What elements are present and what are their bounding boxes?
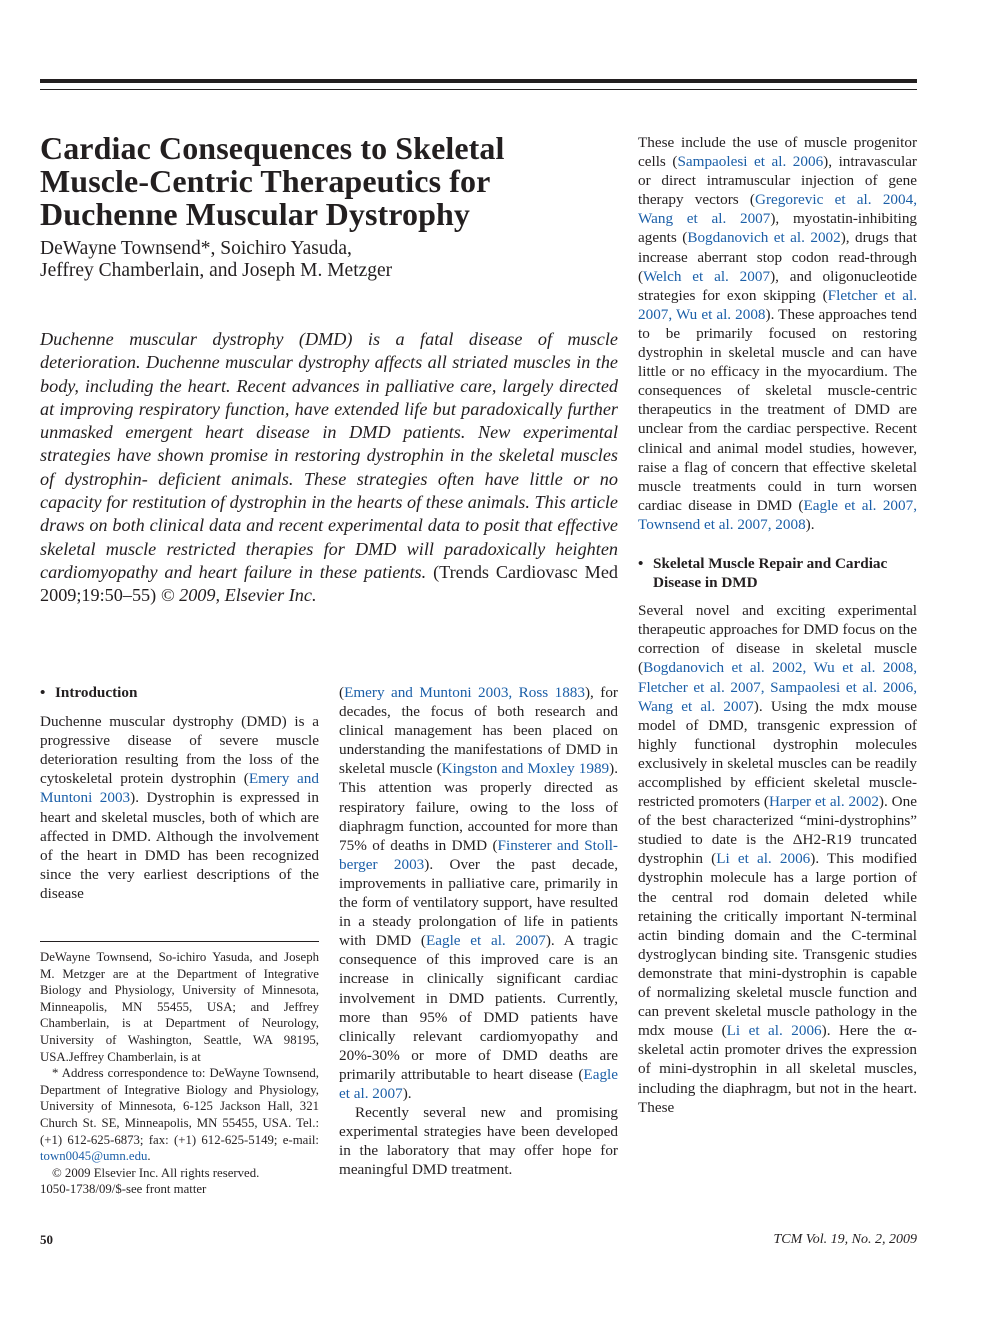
reference-link[interactable]: Fletcher et al. 2007, Wu et al. 2008 — [638, 286, 917, 323]
text-run: ). These approaches tend to be primarily focused on restoring dystrophin in skeletal muscle and can have little or no efficacy in the myocardium. The consequences of skeletal muscle-centric therapeutics in the treatment of DMD are unclear from the cardiac perspective. Recent clinical and animal model studies, however, raise a flag of concern that effective skeletal muscle treatments could in turn worsen cardiac disease in DMD ( — [638, 305, 917, 514]
body-paragraph — [339, 683, 618, 1103]
text-run: ). — [402, 1084, 412, 1102]
text-run: . — [147, 1149, 151, 1164]
reference-link[interactable]: Bogdanovich et al. 2002 — [687, 229, 841, 247]
reference-link[interactable]: Eagle et al. 2007, Townsend et al. 2007, 2008 — [638, 496, 917, 533]
text-run: * Address correspondence to: DeWayne Townsend, Department of Integrative Biology and Physiology, University of Minnesota, 6-125 Jackson Hall, 321 Church St. SE, Minneapolis, MN 55455, USA. Tel.: (+1) 612-625-6873; fax: (+1) 612-625-5149; e-mail: — [40, 1066, 319, 1147]
section-heading-introduction — [40, 683, 319, 702]
reference-link[interactable]: Bogdanovich et al. 2002, Wu et al. 2008, Fletcher et al. 2007, Sampaolesi et al. 2006, Wang et al. 2007 — [638, 659, 917, 715]
header-rule-thick — [40, 79, 917, 83]
journal-citation: TCM Vol. 19, No. 2, 2009 — [773, 1232, 917, 1247]
abstract-copyright: © 2009, Elsevier Inc. — [160, 585, 317, 606]
abstract — [40, 328, 618, 608]
text-run: ). This attention was properly directed as respiratory failure, owing to the loss of diaphragm function, accounted for more than 75% of deaths in DMD ( — [339, 760, 618, 854]
text-run: ). Over the past decade, improvements in palliative care, primarily in the form of ventilatory support, have resulted in a steady prolongation of life in patients with DMD ( — [339, 855, 619, 950]
text-run: ), for decades, the focus of both research and clinical management has been placed on understanding the manifestations of DMD in skeletal muscle ( — [339, 684, 618, 778]
section-heading-text: Skeletal Muscle Repair and Cardiac Disease in DMD — [653, 554, 888, 592]
text-run: Several novel and exciting experimental therapeutic approaches for DMD focus on the correction of disease in skeletal muscle ( — [638, 602, 917, 677]
body-paragraph: Recently several new and promising experimental strategies have been developed in the laboratory that may offer hope for meaningful DMD treatment. — [339, 1104, 618, 1179]
section-heading-text: Introduction — [55, 684, 138, 701]
abstract-citation: (Trends Cardiovasc Med 2009;19:50–55) — [40, 561, 619, 606]
correspondence-paragraph — [40, 1065, 319, 1165]
reference-link[interactable]: Li et al. 2006 — [716, 850, 811, 868]
reference-link[interactable]: Harper et al. 2002 — [768, 793, 879, 811]
text-run: ). A tragic consequence of this improved care is an increase in clinically significant cardiac involvement in DMD patients. Currently, more than 95% of DMD patients have clinically relevant cardiomyopathy and 20%-30% or more of DMD deaths are primarily attributable to heart disease ( — [339, 932, 619, 1083]
reference-link[interactable]: Eagle et al. 2007 — [425, 932, 546, 950]
text-run: ). One of the best characterized “mini-dystrophins” studied to date is the ΔH2-R19 truncated dystrophin ( — [638, 793, 917, 868]
column-2 — [339, 683, 618, 1179]
email-link[interactable]: town0045@umn.edu — [40, 1149, 148, 1164]
bullet-icon: • — [638, 554, 644, 572]
article-title: Cardiac Consequences to Skeletal Muscle-Centric Therapeutics for Duchenne Muscular Dystrophy — [40, 130, 505, 232]
text-run: ), myostatin-inhibiting agents ( — [638, 210, 918, 247]
reference-link[interactable]: Sampaolesi et al. 2006 — [677, 153, 824, 171]
text-run: These include the use of muscle progenitor cells ( — [638, 134, 917, 171]
author-affiliation-footnote — [40, 941, 319, 1198]
column-1 — [40, 683, 319, 903]
issn-line: 1050-1738/09/$-see front matter — [40, 1182, 207, 1197]
reference-link[interactable]: Emery and Muntoni 2003 — [40, 770, 319, 807]
author-list — [40, 238, 600, 282]
text-run: ). Using the mdx mouse model of DMD, transgenic expression of highly functional dystrophin molecules exclusively in skeletal muscles can be readily accomplished by efficient skeletal muscle- restricted promoters ( — [638, 697, 918, 811]
reference-link[interactable]: Eagle et al. 2007 — [339, 1065, 618, 1102]
text-run: ), intravascular or direct intramuscular injection of gene therapy vectors ( — [638, 153, 917, 209]
page-number: 50 — [40, 1232, 53, 1247]
authors-line-2: Jeffrey Chamberlain, and Joseph M. Metzger — [40, 260, 393, 281]
text-run: ). — [805, 515, 815, 533]
affiliation-paragraph: DeWayne Townsend, So-ichiro Yasuda, and Joseph M. Metzger are at the Department of Integrative Biology and Physiology, University of Minnesota, Minneapolis, MN 55455, USA; and Jeffrey Chamberlain, is at Department of Neurology, University of Washington, Seattle, WA 98195, USA.Jeffrey Chamberlain, is at — [40, 950, 319, 1064]
section-heading-skeletal-muscle-repair — [638, 554, 917, 592]
header-rule-thin — [40, 89, 917, 90]
column-3 — [638, 133, 917, 1117]
reference-link[interactable]: Emery and Muntoni 2003, Ross 1883 — [344, 684, 585, 701]
abstract-text: Duchenne muscular dystrophy (DMD) is a fatal disease of muscle deterioration. Duchenne muscular dystrophy affects all striated muscles in the body, including the heart. Recent advances in palliative care, largely directed at improving respiratory function, have extended life but paradoxically further unmasked emergent heart disease in DMD patients. New experimental strategies have shown promise in restoring dystrophin in the skeletal muscles of dystrophin- deficient animals. These strategies often have little or no capacity for restitution of dystrophin in the hearts of these animals. This article draws on both clinical data and recent experimental data to posit that effective skeletal muscle restricted therapies for DMD will paradoxically heighten cardiomyopathy and heart failure in these patients. — [40, 329, 618, 582]
reference-link[interactable]: Li et al. 2006 — [726, 1022, 822, 1040]
text-run: ( — [339, 684, 345, 701]
authors-line-1: DeWayne Townsend*, Soichiro Yasuda, — [40, 238, 352, 259]
reference-link[interactable]: Finsterer and Stollberger 2003 — [339, 836, 618, 873]
text-run: Duchenne muscular dystrophy (DMD) is a progressive disease of severe muscle deterioration resulting from the loss of the cytoskeletal protein dystrophin ( — [40, 713, 319, 788]
text-run: ). This modified dystrophin molecule has a large portion of the central rod domain deleted while retaining the critically important N-terminal actin binding domain and the C-terminal dystroglycan binding site. Transgenic studies demonstrate that mini-dystrophin is capable of normalizing skeletal muscle function and can prevent skeletal muscle pathology in the mdx mouse ( — [638, 850, 917, 1040]
reference-link[interactable]: Welch et al. 2007 — [643, 267, 771, 285]
body-paragraph — [638, 133, 917, 534]
text-run: ), and oligonucleotide strategies for exon skipping ( — [638, 267, 917, 304]
body-paragraph — [638, 601, 917, 1117]
intro-paragraph — [40, 712, 319, 903]
copyright-line: © 2009 Elsevier Inc. All rights reserved. — [52, 1165, 260, 1180]
text-run: ), drugs that increase aberrant stop codon read-through ( — [638, 229, 917, 285]
bullet-icon: • — [40, 684, 46, 701]
text-run: ). Dystrophin is expressed in heart and skeletal muscles, both of which are affected in DMD. Although the involvement of the heart in DMD has been recognized since the very earliest descriptions of the disease — [40, 789, 319, 902]
reference-link[interactable]: Kingston and Moxley 1989 — [441, 760, 610, 778]
text-run: ). Here the α-skeletal actin promoter drives the expression of mini-dystrophin in all skeletal muscles, including the diaphragm, but not in the heart. These — [638, 1022, 917, 1116]
reference-link[interactable]: Gregorevic et al. 2004, Wang et al. 2007 — [638, 191, 917, 228]
